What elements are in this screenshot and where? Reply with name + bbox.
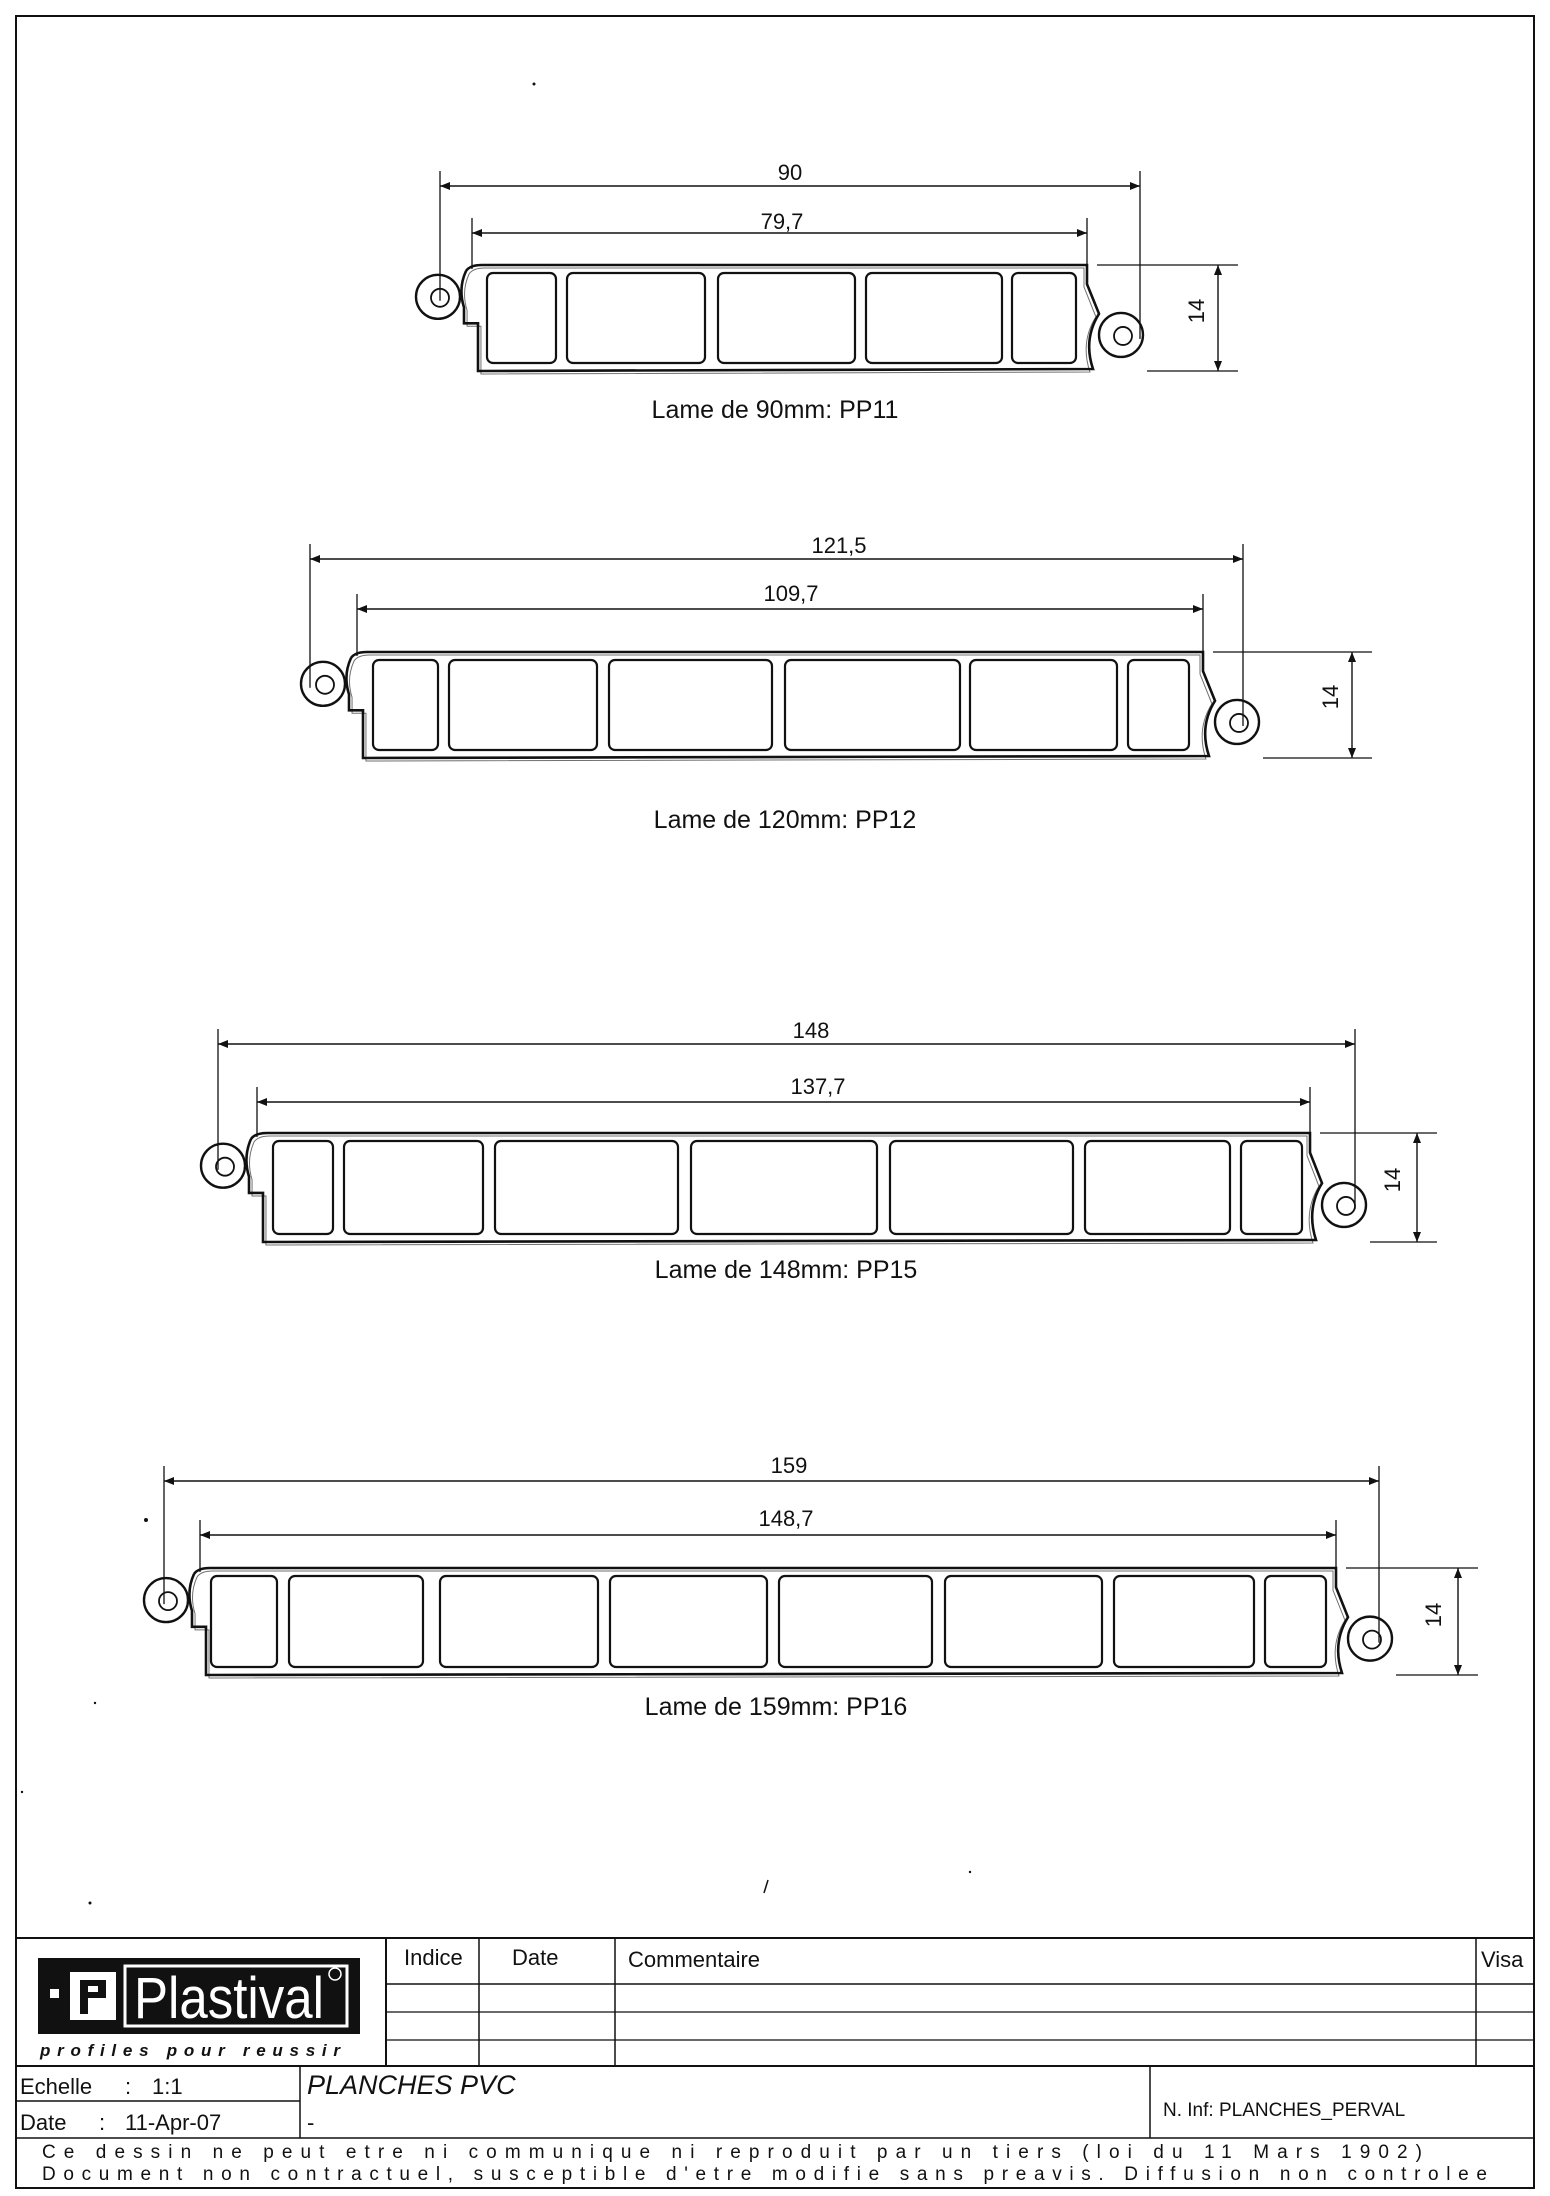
right-clip-hook: [1099, 313, 1143, 357]
logo-slogan: profiles pour reussir: [40, 2041, 340, 2060]
profile-pp16: [144, 1453, 1478, 1721]
echelle-label: Echelle: [20, 2074, 93, 2099]
n-inf: N. Inf: PLANCHES_PERVAL: [1163, 2100, 1406, 2121]
height-label: 14: [1421, 1602, 1446, 1628]
profile-chamber: [1114, 1576, 1254, 1667]
height-label: 14: [1318, 684, 1343, 710]
profile-chamber: [449, 660, 597, 750]
profile-inner-outline: [192, 1571, 1344, 1678]
profile-chamber: [718, 273, 855, 363]
col-visa: Visa: [1481, 1947, 1524, 1972]
profile-chamber: [1128, 660, 1189, 750]
echelle-colon: :: [125, 2074, 132, 2099]
profile-chamber: [1241, 1141, 1302, 1234]
inner-width-label: 79,7: [760, 209, 804, 234]
profile-pp11: [416, 160, 1238, 424]
profile-chamber: [890, 1141, 1073, 1234]
profile-chamber: [373, 660, 438, 750]
profile-caption: Lame de 159mm: PP16: [644, 1693, 908, 1721]
echelle-value: 1:1: [152, 2074, 183, 2099]
col-indice: Indice: [404, 1945, 463, 1970]
inner-width-label: 137,7: [790, 1074, 846, 1099]
profile-caption: Lame de 148mm: PP15: [654, 1256, 918, 1284]
left-clip-hook: [301, 662, 345, 706]
profile-outline: [246, 1133, 1322, 1242]
profile-chamber: [211, 1576, 277, 1667]
left-clip-hook: [144, 1578, 188, 1622]
profile-chamber: [495, 1141, 678, 1234]
profile-inner-outline: [350, 655, 1212, 761]
profile-chamber: [440, 1576, 598, 1667]
notice-reproduction: Ce dessin ne peut etre ni communique ni reproduit par un tiers (loi du 11 Mars 1902): [42, 2142, 1422, 2163]
profile-pp15: [201, 1018, 1437, 1284]
profile-chamber: [691, 1141, 877, 1234]
drawing-title: PLANCHES PVC: [307, 2070, 516, 2100]
profile-pp12: [301, 533, 1372, 834]
col-date: Date: [512, 1945, 559, 1970]
hook-curl: [216, 1158, 234, 1176]
inner-width-label: 109,7: [763, 581, 819, 606]
col-commentaire: Commentaire: [628, 1947, 761, 1972]
profile-inner-outline: [249, 1136, 1318, 1245]
date-label: Date: [20, 2110, 67, 2135]
profile-chamber: [970, 660, 1117, 750]
profile-chamber: [487, 273, 556, 363]
profile-chamber: [289, 1576, 423, 1667]
overall-width-label: 121,5: [811, 533, 867, 558]
overall-width-label: 148: [792, 1018, 830, 1043]
hook-curl: [316, 676, 334, 694]
profile-chamber: [945, 1576, 1102, 1667]
svg-text:Plastival: Plastival: [134, 1966, 324, 2031]
profile-caption: Lame de 120mm: PP12: [653, 806, 917, 834]
profile-chamber: [567, 273, 705, 363]
profile-chamber: [785, 660, 960, 750]
profile-outline: [346, 652, 1215, 758]
overall-width-label: 90: [777, 160, 803, 185]
left-clip-hook: [416, 275, 460, 319]
right-clip-hook: [1348, 1617, 1392, 1661]
profile-caption: Lame de 90mm: PP11: [651, 396, 899, 424]
profile-chamber: [1012, 273, 1076, 363]
hook-curl: [1363, 1631, 1381, 1649]
hook-curl: [1337, 1197, 1355, 1215]
profile-chamber: [1265, 1576, 1326, 1667]
right-clip-hook: [1215, 700, 1259, 744]
profile-chamber: [1085, 1141, 1230, 1234]
profile-chamber: [866, 273, 1002, 363]
profile-chamber: [344, 1141, 483, 1234]
height-label: 14: [1380, 1167, 1405, 1193]
right-clip-hook: [1322, 1183, 1366, 1227]
date-value: 11-Apr-07: [125, 2110, 222, 2135]
hook-curl: [159, 1592, 177, 1610]
drawing-subtitle: -: [307, 2110, 315, 2135]
profile-chamber: [610, 1576, 767, 1667]
date-colon: :: [99, 2110, 106, 2135]
plastival-logo: [38, 1958, 360, 2034]
profile-chamber: [779, 1576, 932, 1667]
left-clip-hook: [201, 1144, 245, 1188]
overall-width-label: 159: [770, 1453, 808, 1478]
profile-chamber: [609, 660, 772, 750]
height-label: 14: [1184, 298, 1209, 324]
scan-specks: [21, 83, 971, 1905]
hook-curl: [1114, 327, 1132, 345]
profile-outline: [189, 1568, 1348, 1675]
hook-curl: [1230, 714, 1248, 732]
profile-chamber: [273, 1141, 333, 1234]
notice-contractual: Document non contractuel, susceptible d'etre modifie sans preavis. Diffusion non controlee: [42, 2164, 1488, 2185]
inner-width-label: 148,7: [758, 1506, 814, 1531]
